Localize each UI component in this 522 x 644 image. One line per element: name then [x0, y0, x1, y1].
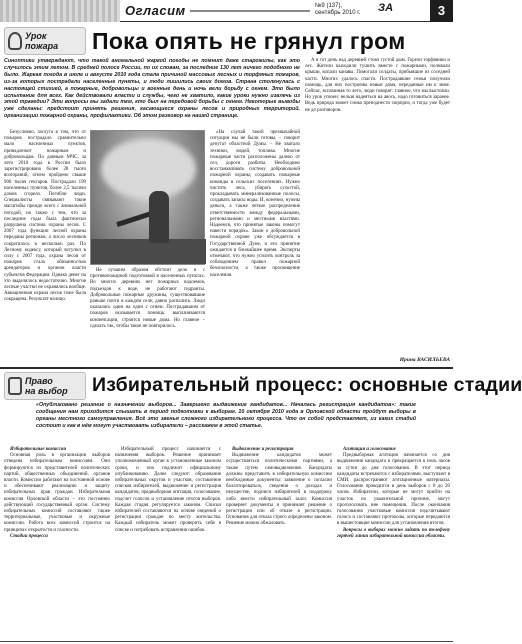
- article-1-author: Ирина ВАСИЛЬЕВА: [399, 357, 450, 363]
- page-header: [0, 0, 453, 22]
- issue-date: сентябрь 2010 г.: [315, 10, 361, 16]
- article-2-col-4-text: Предвыборная агитация начинается со дня выдвижения кандидата и прекращается в ноль часов за сутки до дня голосования. В этот период кандидаты встречаются с избирателями, выступают в СМИ, распространяют агитационные материалы. Голосование проводится в день выборов с 8 до 20 часов. Избиратели, которые не могут прийти на участок по уважительной причине, могут проголосовать вне помещения. После окончания голосования участковые комиссии подсчитывают голоса и составляют протоколы, которые передаются в вышестоящие комиссии для установления итогов.: [337, 453, 450, 527]
- article-1-col-2-text: Не лучшим образом обстоит дело и с противопожарной подготовкой в населенных пунктах. Во многих деревнях нет пожарных водоемов, подъездов к воде, не работают гидранты. Добровольные пожарные дружины, существовавшие раньше почти в каждом селе, давно распались. Люди оказались один на один с огнем. Пострадавшим от пожаров оказывается помощь: выплачиваются компенсации, строятся новые дома. Но главное – сделать так, чтобы такое не повторилось.: [90, 268, 205, 329]
- page-number: 3: [430, 0, 453, 22]
- rubric-badge-1: [4, 27, 86, 55]
- section-title: Огласим: [125, 3, 186, 18]
- article-2-col-3-subheading: Выдвижение и регистрация: [232, 447, 294, 452]
- article-2-col-4-tail: Вопросы о выборах можно задать по телефону горячей линии избирательной комиссии области.: [337, 527, 450, 539]
- rubric-2-line-2: на выбор: [25, 386, 68, 396]
- firefighter-photo: [90, 130, 205, 265]
- header-decor-bar: [0, 0, 120, 22]
- article-1-col-3-text: «На случай такой чрезвычайной ситуации мы не были готовы, – говорит депутат областной Думы. – Не хватало техники, людей, топлива. Многие пожарные части расположены далеко от сел, дороги разбиты. Необходимо восстанавливать систему добровольной пожарной охраны, создавать пожарные команды в сельских поселениях. Нужно чистить леса, убирать сухостой, прокладывать минерализованные полосы, создавать запасы воды. И, конечно, нужны деньги, а также четкое распределение ответственности между федеральными, региональными и местными властями. Надеемся, что принятые законы помогут навести порядок». Закон о добровольной пожарной охране уже обсуждается в Государственной Думе, и его принятие ожидается в ближайшее время. Эксперты отмечают, что нужно усилить контроль за соблюдением правил пожарной безопасности, а также просвещение населения.: [210, 130, 300, 278]
- article-2-column-2: [115, 447, 221, 639]
- rubric-2-line-1: Право: [25, 376, 53, 386]
- article-2-col-1-subheading-2: Стадии процесса: [10, 533, 48, 539]
- rubric-1-line-1: Урок: [25, 31, 47, 41]
- fire-icon: [8, 32, 22, 50]
- rubric-badge-2: [4, 372, 86, 400]
- article-1-col-1-text: Безусловно, заслуга в том, что от пожаров пострадало сравнительно мало населенных пунктов, принадлежит пожарным и добровольцам. По данным МЧС, за лето 2010 года в России было зарегистрировано более 28 тысяч возгораний, огнем пройдено свыше 900 тысяч гектаров. Пострадали 199 населенных пунктов, более 2,5 тысячи домов сгорело. Погибли люди. Специалисты связывают такие масштабы прежде всего с аномальной погодой, но также с тем, что за последние годы была фактически разрушена система охраны лесов. С 2007 года функции лесной охраны переданы регионам, а число лесников сократилось в несколько раз. По Лесному кодексу, который вступил в силу с 2007 года, охрана лесов от пожаров стала обязанностью арендаторов и органов власти субъектов Федерации. Однако денег на это выделялось недостаточно. Многие лесные участки не охранялись вообще. Авиационная охрана лесов тоже была сокращена. Результат налицо.: [4, 130, 86, 303]
- article-1-col-4-text: А в тот день над деревней стоял густой дым. Горели торфяники и лес. Жители выходили тушить вместе с пожарными, поливали крыши, копали канавы. Помогали солдаты, прибывшие из соседней части. Многих удалось спасти. Пострадавшие семьи получили помощь, для них построены новые дома, переданные им к зиме. Сейчас, вспоминая то лето, люди говорят: главное, что мы выстояли. Но урок усвоен: нельзя надеяться на авось, надо готовиться заранее. Ведь природа может снова преподнести сюрприз, и тогда уже будет не до разговоров.: [305, 58, 450, 113]
- issue-info: [315, 3, 360, 17]
- article-1-column-1: [4, 130, 86, 365]
- article-2-col-4-subheading: Агитация и голосование: [343, 447, 396, 452]
- article-1-column-4: [305, 58, 450, 356]
- issue-number: №9 (137),: [315, 3, 343, 9]
- section-divider: [0, 367, 453, 369]
- article-2-lead: «Опубликовано решение о назначении выборов... Завершено выдвижение кандидатов... Началась регистрация кандидатов»: такие сообщения нам приходится слышать в период подготовки к выборам. 10 октября 2010 года в Орловской области пройдут выборы в органы местного самоуправления. Всё это звенья сложного избирательного процесса. Что он собой представляет, из каких стадий состоит и как в нём могут участвовать избиратели – расскажем в этой статье.: [36, 402, 416, 429]
- article-2-col-2-text: Избирательный процесс начинается с назначения выборов. Решение принимает уполномоченный орган в установленные законом сроки, и оно подлежит официальному опубликованию. Далее следуют: образование избирательных округов и участков, составление списков избирателей, выдвижение и регистрация кандидатов, предвыборная агитация, голосование, подсчет голосов и установление итогов выборов. Каждая стадия регулируется законом. Списки избирателей составляются на основе сведений о регистрации граждан по месту жительства. Каждый избиратель может проверить себя в списке и потребовать исправления ошибок.: [115, 447, 221, 533]
- ballot-icon: [8, 377, 22, 395]
- footer-rule: [0, 641, 453, 642]
- article-2-col-1-text: Основная роль в организации выборов отведена избирательным комиссиям. Они формируются из представителей политических партий, общественных объединений, органов власти. Комиссии работают на постоянной основе и обеспечивают реализацию и защиту избирательных прав граждан. Избирательная комиссия Орловской области – это постоянно действующий государственный орган. Систему избирательных комиссий составляют также территориальные, участковые и окружные комиссии. Работа всех комиссий строится на принципах открытости и гласности.: [4, 453, 110, 533]
- article-1-column-3: [210, 130, 300, 365]
- article-2-column-1: [4, 447, 110, 639]
- article-2-column-3: [226, 447, 332, 639]
- header-rule: [190, 10, 310, 12]
- rubric-1-line-2: пожара: [25, 41, 59, 51]
- article-2-col-1-subheading-1: Избирательные комиссии: [10, 447, 67, 452]
- article-1-column-2: [90, 268, 205, 365]
- article-2-headline: Избирательный процесс: основные стадии: [92, 374, 522, 396]
- article-2-column-4: [337, 447, 450, 639]
- article-1-lead: Синоптики утверждают, что такой аномальной жаркой погоды не помнит даже старожилы, как это случилось этим летом. В средней полосе России, по их словам, за последние 130 лет ничего подобного не было. Жаркая погода в июле и августе 2010 года стала причиной массовых лесных и торфяных пожаров, из-за которых пострадали населенные пункты, и люди лишились своих домов. Страна столкнулась с настоящей стихией, а пожарные, добровольцы и военные день и ночь вели борьбу с огнем. Это было испытание для всех. Как действовали власти и службы, чего не хватило, какие уроки нужно извлечь из этой трагедии? Эти вопросы мы задали тем, кто был на передовой борьбы с огнем. Некоторые выводы уже сделаны: предстоит принять решения, касающиеся охраны лесов и природных территорий, организации пожарной охраны, профилактики. Об этом разговор на нашей странице.: [4, 58, 300, 120]
- firefighter-figure: [149, 191, 169, 243]
- article-2-col-3-text: Выдвижение кандидатов может осуществляться политическими партиями, а также путем самовыдвижения. Кандидаты должны представить в избирательную комиссию необходимые документы: заявление о согласии баллотироваться, сведения о доходах и имуществе, подписи избирателей в поддержку либо внести избирательный залог. Комиссия проверяет документы и принимает решение о регистрации или об отказе в регистрации. Основания для отказа строго определены законом. Решение можно обжаловать.: [226, 453, 332, 527]
- newspaper-logo: ЗА: [378, 2, 394, 14]
- article-1-headline: Пока опять не грянул гром: [92, 28, 406, 54]
